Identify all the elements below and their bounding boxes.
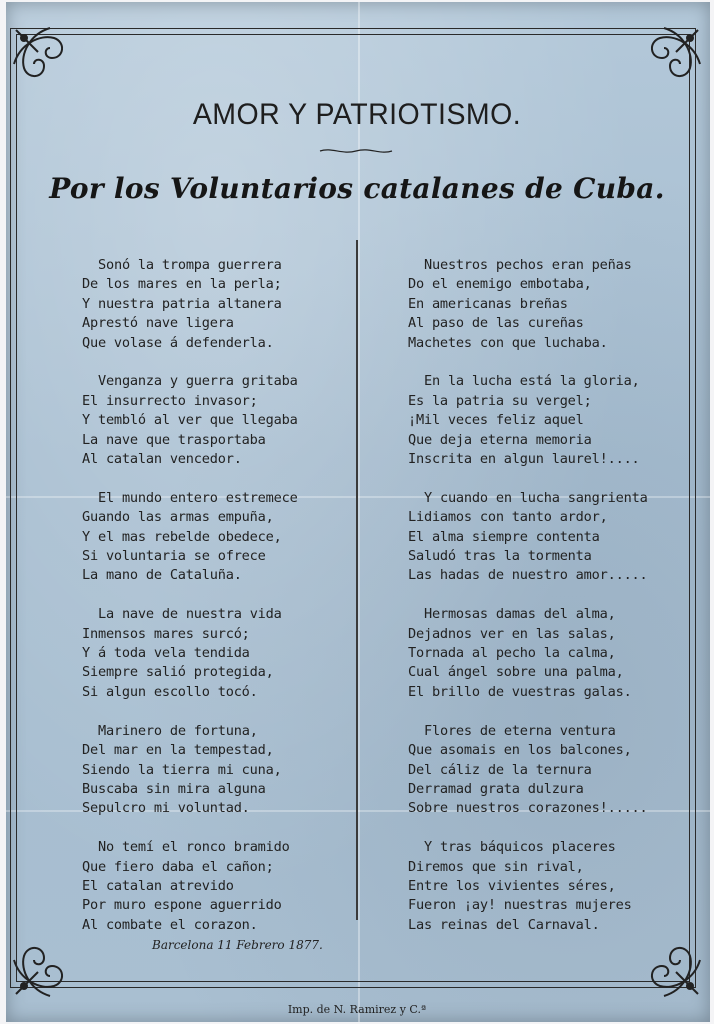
- stanza: [408, 489, 678, 586]
- stanza: [408, 256, 678, 353]
- verse-line: Saludó tras la tormenta: [408, 548, 592, 565]
- verse-line: Entre los vivientes séres,: [408, 877, 616, 894]
- verse-line: Si algun escollo tocó.: [82, 683, 258, 700]
- verse-line: Que asomais en los balcones,: [408, 742, 632, 759]
- verse-line: Fueron ¡ay! nuestras mujeres: [408, 897, 632, 914]
- verse-line: Las hadas de nuestro amor.....: [408, 567, 648, 584]
- verse-line: La nave que trasportaba: [82, 431, 266, 448]
- verse-line: Y cuando en lucha sangrienta: [424, 489, 648, 506]
- verse-line: De los mares en la perla;: [82, 276, 282, 293]
- verse-line: Nuestros pechos eran peñas: [424, 257, 632, 273]
- stanza: [408, 605, 678, 702]
- verse-line: Flores de eterna ventura: [424, 722, 616, 739]
- verse-line: Buscaba sin mira alguna: [82, 780, 266, 797]
- stanza: [82, 722, 352, 819]
- poem-column-left: [82, 256, 352, 955]
- verse-line: Inscrita en algun laurel!....: [408, 451, 640, 468]
- column-divider: [356, 240, 358, 920]
- verse-line: Que fiero daba el cañon;: [82, 858, 274, 875]
- verse-line: Es la patria su vergel;: [408, 392, 592, 409]
- verse-line: Por muro espone aguerrido: [82, 897, 282, 914]
- stanza: [408, 838, 678, 935]
- verse-line: ¡Mil veces feliz aquel: [408, 412, 584, 429]
- poem-column-right: [408, 256, 678, 955]
- verse-line: Y el mas rebelde obedece,: [82, 528, 282, 545]
- verse-line: En americanas breñas: [408, 295, 568, 312]
- verse-line: Del cáliz de la ternura: [408, 761, 592, 778]
- stanza: [82, 838, 352, 935]
- verse-line: El brillo de vuestras galas.: [408, 683, 632, 700]
- verse-line: El insurrecto invasor;: [82, 392, 258, 409]
- printer-imprint: Imp. de N. Ramirez y C.ª: [287, 1003, 427, 1016]
- verse-line: Del mar en la tempestad,: [82, 742, 274, 759]
- verse-line: Y nuestra patria altanera: [82, 295, 282, 312]
- verse-line: Hermosas damas del alma,: [424, 606, 616, 623]
- verse-line: Do el enemigo embotaba,: [408, 276, 592, 293]
- verse-line: Marinero de fortuna,: [98, 722, 258, 739]
- stanza: [408, 372, 678, 469]
- verse-line: Y tras báquicos placeres: [424, 839, 616, 856]
- verse-line: No temí el ronco bramido: [98, 839, 290, 856]
- verse-line: Siempre salió protegida,: [82, 664, 274, 681]
- corner-ornament-bottom-left-icon: [10, 920, 90, 1000]
- date-line: Barcelona 11 Febrero 1877.: [152, 938, 323, 952]
- verse-line: La mano de Cataluña.: [82, 567, 242, 584]
- verse-line: La nave de nuestra vida: [98, 606, 282, 623]
- verse-line: Derramad grata dulzura: [408, 780, 584, 797]
- verse-line: Y tembló al ver que llegaba: [82, 412, 298, 429]
- verse-line: Las reinas del Carnaval.: [408, 916, 600, 933]
- corner-ornament-top-left-icon: [10, 24, 90, 104]
- verse-line: Al combate el corazon.: [82, 916, 258, 933]
- verse-line: Cual ángel sobre una palma,: [408, 664, 624, 681]
- verse-line: Y á toda vela tendida: [82, 645, 250, 662]
- title-flourish-icon: [318, 146, 394, 156]
- verse-line: Al paso de las cureñas: [408, 315, 584, 332]
- verse-line: Siendo la tierra mi cuna,: [82, 761, 282, 778]
- verse-line: Machetes con que luchaba.: [408, 334, 608, 351]
- verse-line: Si voluntaria se ofrece: [82, 548, 266, 565]
- stanza: [82, 372, 352, 469]
- verse-line: El mundo entero estremece: [98, 489, 298, 506]
- stanza: [82, 489, 352, 586]
- corner-ornament-top-right-icon: [624, 24, 704, 104]
- verse-line: Sobre nuestros corazones!.....: [408, 800, 648, 817]
- page-title: AMOR Y PATRIOTISMO.: [192, 98, 522, 131]
- verse-line: Dejadnos ver en las salas,: [408, 625, 616, 642]
- stanza: [82, 256, 352, 353]
- verse-line: Que volase á defenderla.: [82, 334, 274, 351]
- stanza: [82, 605, 352, 702]
- verse-line: Sepulcro mi voluntad.: [82, 800, 250, 817]
- verse-line: En la lucha está la gloria,: [424, 373, 640, 390]
- verse-line: Venganza y guerra gritaba: [98, 373, 298, 390]
- stanza: [408, 722, 678, 819]
- verse-line: Que deja eterna memoria: [408, 431, 592, 448]
- verse-line: Sonó la trompa guerrera: [98, 257, 282, 273]
- verse-line: Aprestó nave ligera: [82, 315, 234, 332]
- verse-line: El catalan atrevido: [82, 877, 234, 894]
- subtitle: Por los Voluntarios catalanes de Cuba.: [49, 172, 665, 205]
- verse-line: Inmensos mares surcó;: [82, 625, 250, 642]
- verse-line: Guando las armas empuña,: [82, 509, 274, 526]
- verse-line: Diremos que sin rival,: [408, 858, 584, 875]
- verse-line: Al catalan vencedor.: [82, 451, 242, 468]
- verse-line: Tornada al pecho la calma,: [408, 645, 616, 662]
- verse-line: El alma siempre contenta: [408, 528, 600, 545]
- verse-line: Lidiamos con tanto ardor,: [408, 509, 608, 526]
